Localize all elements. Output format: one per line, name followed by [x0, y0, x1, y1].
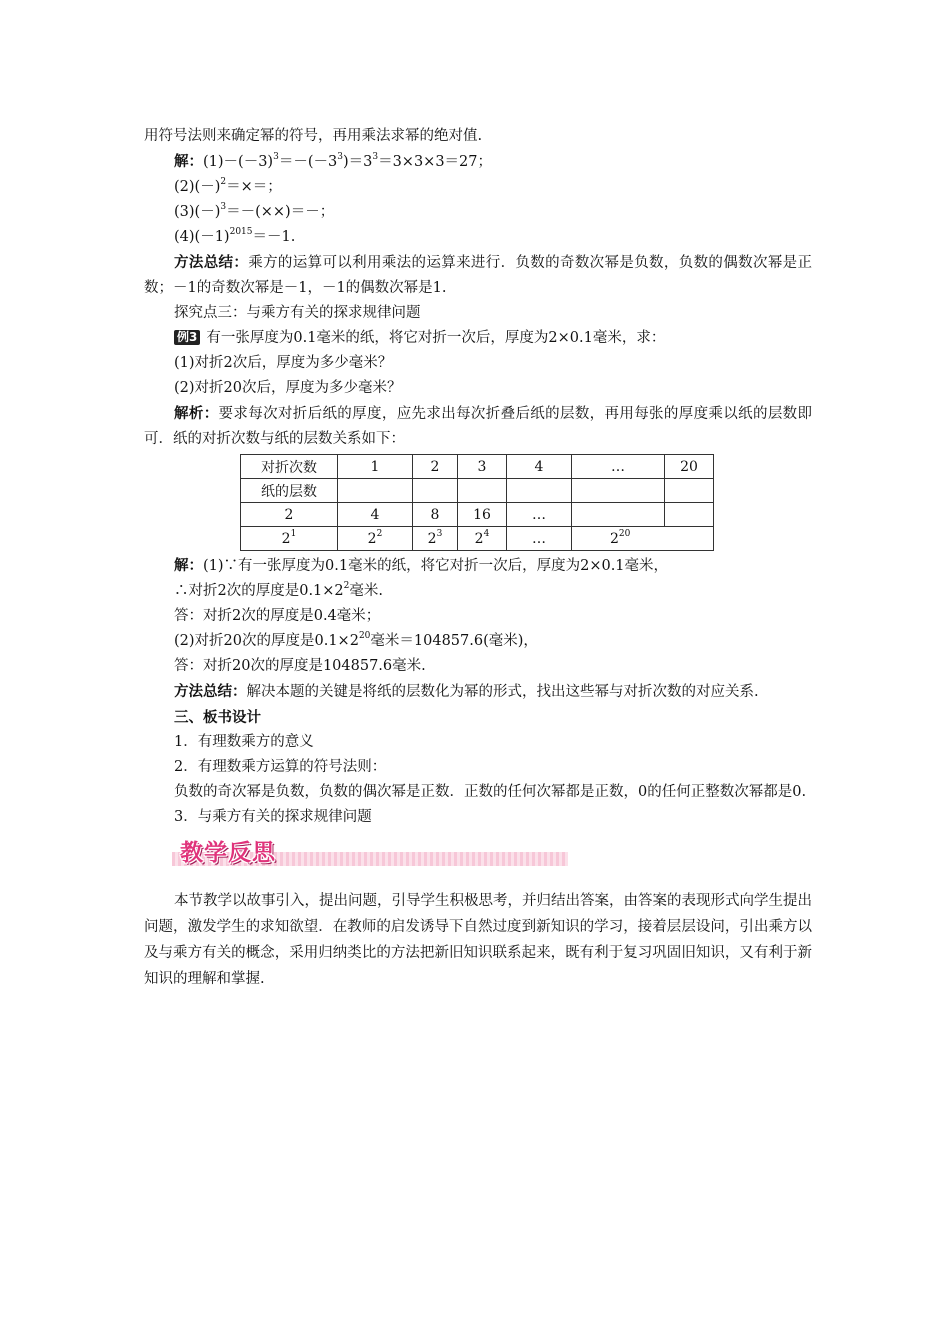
- table-row: $2^1$ $2^2$ $2^3$ $2^4$ … $2^{20}$: [241, 527, 714, 551]
- board-item-1: 1．有理数乘方的意义: [174, 734, 314, 750]
- analysis: 解析：要求每次对折后纸的厚度，应先求出每次折叠后纸的层数，再用每张的厚度乘以纸的层数即可．纸的对折次数与纸的层数关系如下：: [144, 405, 813, 447]
- example-3-question-2: (2)对折20次后，厚度为多少毫米？: [174, 380, 402, 396]
- example-3-question-1: (1)对折2次后，厚度为多少毫米？: [174, 355, 393, 371]
- board-sign-rule: 负数的奇次幂是负数，负数的偶次幂是正数．正数的任何次幂都是正数，0的任何正整数次幂都是0.: [174, 784, 807, 800]
- example-badge: 例3: [174, 330, 200, 345]
- intro-line: 用符号法则来确定幂的符号，再用乘法求幂的绝对值.: [144, 128, 483, 144]
- table-row: 2 4 8 16 …: [241, 503, 714, 527]
- solution1-step1: 解：$(1)-(-3)^3=-(-3^3)=3^3=3\times 3\times 3=27$；: [174, 152, 493, 170]
- solution1-step2: $(2)(-)^2=\times=$；: [174, 177, 282, 195]
- board-item-2: 2．有理数乘方运算的符号法则：: [174, 759, 387, 775]
- solution-label: 解：: [174, 153, 203, 170]
- solution1-step3: $(3)(-)^3=-(\times\times)=-$；: [174, 202, 335, 220]
- method-summary-2: 方法总结：解决本题的关键是将纸的层数化为幂的形式，找出这些幂与对折次数的对应关系.: [174, 683, 759, 700]
- solution2-line2: ∴对折2次的厚度是$0.1\times 2^2$毫米.: [174, 581, 384, 599]
- table-row: 纸的层数: [241, 479, 714, 503]
- solution2-line1: 解：(1)∵有一张厚度为0.1毫米的纸，将它对折一次后，厚度为2×0.1毫米，: [174, 557, 669, 574]
- solution2-line5: 答：对折20次的厚度是104857.6毫米.: [174, 658, 426, 674]
- explore-point-3-title: 探究点三：与乘方有关的探求规律问题: [174, 305, 421, 321]
- reflection-text: 本节教学以故事引入，提出问题，引导学生积极思考，并归结出答案，由答案的表现形式向学生提出问题，激发学生的求知欲望．在教师的启发诱导下自然过度到新知识的学习，接着层层设问，引出乘方以及与乘方有关的概念，采用归纳类比的方法把新旧知识联系起来，既有利于复习巩固旧知识，又有利于新知识的理解和掌握.: [144, 893, 812, 987]
- example-3: 例3 有一张厚度为0.1毫米的纸，将它对折一次后，厚度为2×0.1毫米，求：: [144, 326, 812, 351]
- reflection-banner: [172, 834, 568, 870]
- solution1-step4: $(4)(-1)^{2015}=-1$.: [174, 227, 296, 245]
- method-summary-1: 方法总结：乘方的运算可以利用乘法的运算来进行．负数的奇数次幂是负数，负数的偶数次幂是正数；－1的奇数次幂是－1，－1的偶数次幂是1.: [144, 254, 813, 296]
- document-body: [144, 124, 812, 992]
- solution2-line4: (2)对折20次的厚度是$0.1\times 2^{20}$毫米＝104857.6(毫米)，: [174, 631, 538, 649]
- table-row: 对折次数 1 2 3 4 … 20: [241, 455, 714, 479]
- fold-layers-table: [240, 454, 714, 551]
- board-item-3: 3．与乘方有关的探求规律问题: [174, 809, 372, 825]
- solution2-line3: 答：对折2次的厚度是0.4毫米；: [174, 608, 381, 624]
- board-design-heading: 三、板书设计: [174, 709, 261, 726]
- reflection-title: 教学反思: [180, 840, 276, 866]
- fold-table-wrapper: [240, 454, 812, 551]
